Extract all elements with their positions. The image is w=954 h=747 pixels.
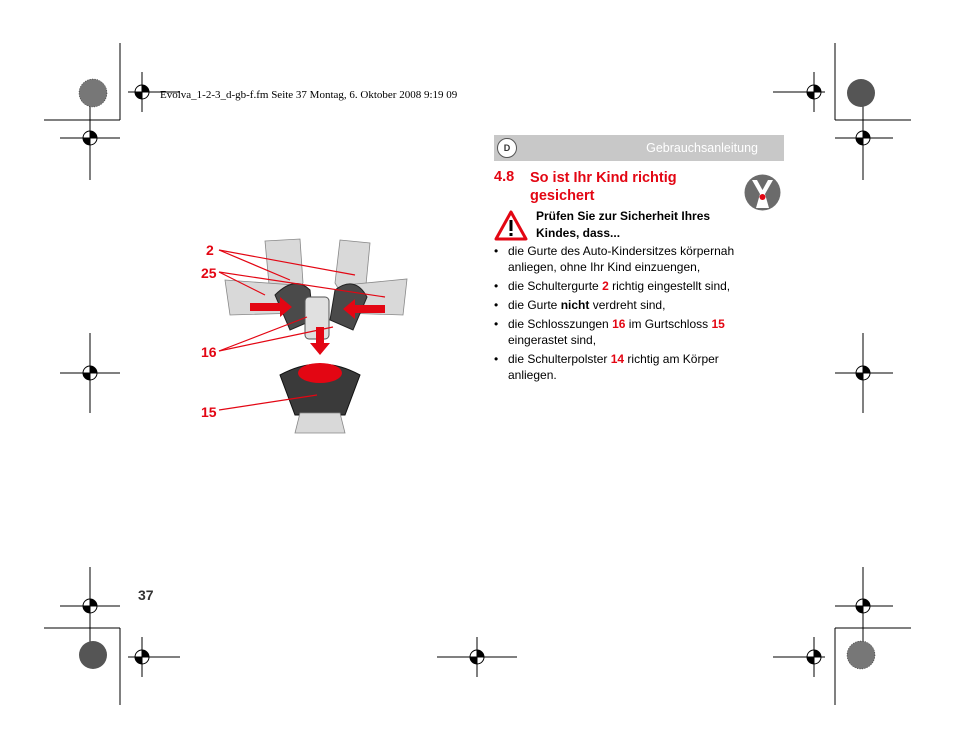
file-header-line: Evolva_1-2-3_d-gb-f.fm Seite 37 Montag, 6. Oktober 2008 9:19 09 [160,89,458,101]
list-item: • die Schlosszungen 16 im Gurtschloss 15 eingerastet sind, [494,317,725,347]
checklist [494,243,764,386]
band-title: Gebrauchsanleitung [646,141,758,155]
warning-text: Prüfen Sie zur Sicherheit Ihres Kindes, dass... [536,209,711,240]
label-buckle: 15 [201,404,217,420]
label-shoulder-belt: 2 [206,242,214,258]
warning-triangle-icon [494,210,528,241]
list-item: • die Gurte des Auto-Kindersitzes körpernah anliegen, ohne Ihr Kind einzuengen, [494,244,735,274]
buckle-illustration [195,235,415,435]
section-band [494,135,784,161]
list-item: • die Schulterpolster 14 richtig am Körper anliegen. [494,352,719,382]
section-title: So ist Ihr Kind richtig gesichert [530,170,677,204]
language-badge: D [497,138,517,158]
label-buckle-tongue: 16 [201,344,217,360]
list-item: • die Schultergurte 2 richtig eingestellt sind, [494,279,731,293]
section-number: 4.8 [494,169,515,185]
label-shoulder-pad: 25 [201,265,217,281]
list-item: • die Gurte nicht verdreht sind, [494,298,666,312]
child-seat-icon [744,174,781,211]
page-number: 37 [138,587,154,603]
